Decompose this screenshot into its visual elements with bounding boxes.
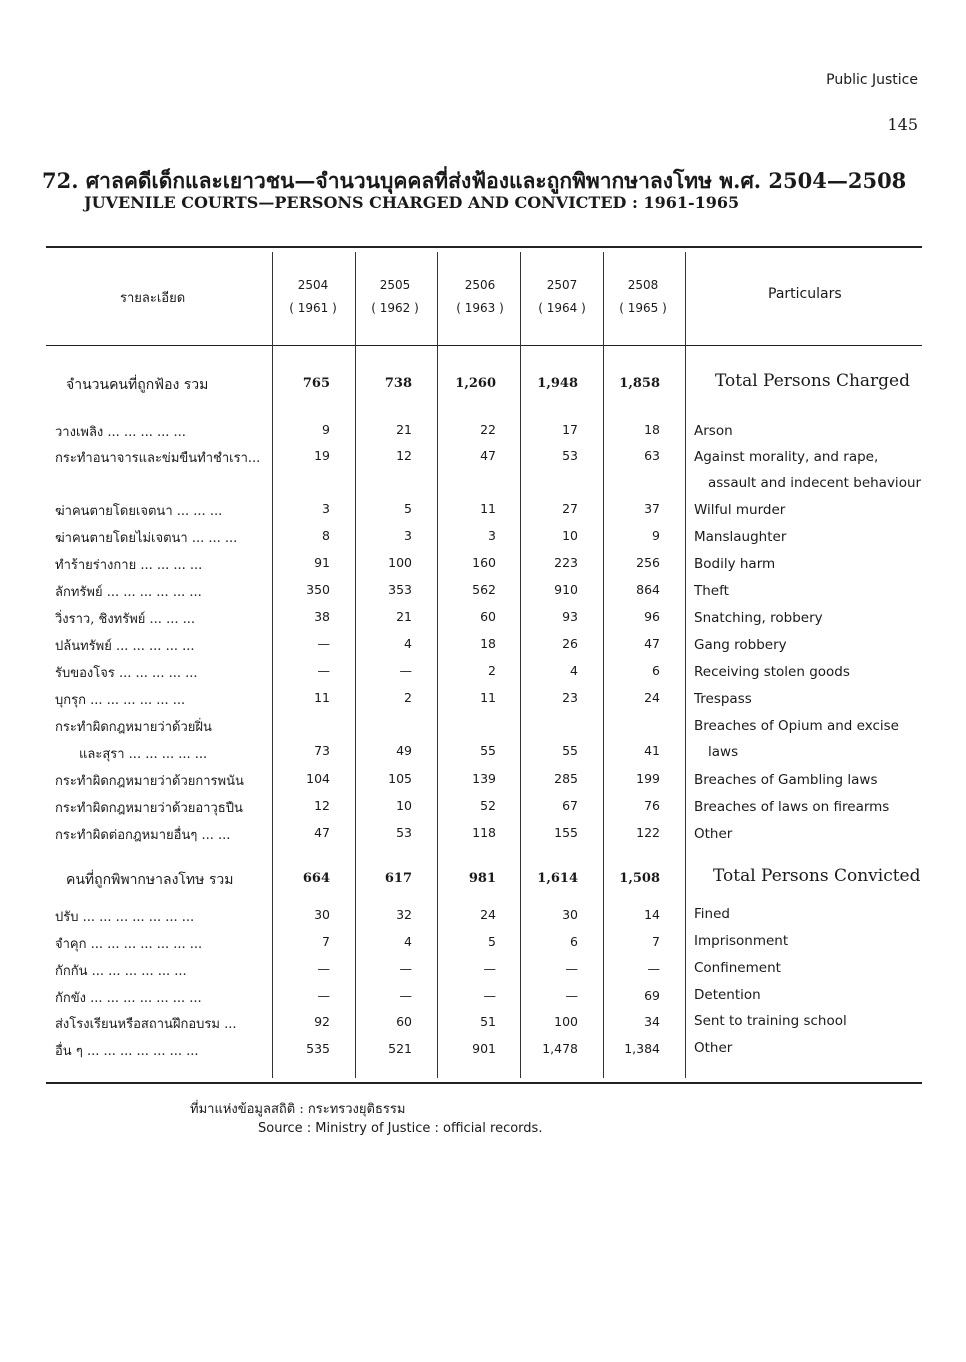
table-cell-value: 7 [322, 934, 330, 949]
table-cell-value: — [317, 988, 330, 1003]
row-label-english: Fined [694, 906, 730, 922]
table-cell-value: 4 [404, 934, 412, 949]
table-cell-value: 155 [554, 825, 578, 840]
table-cell-value: — [399, 663, 412, 678]
row-label-thai: ส่งโรงเรียนหรือสถานฝึกอบรม ... [55, 1017, 237, 1032]
table-cell-value: 24 [644, 690, 660, 705]
row-label-english: Wilful murder [694, 502, 786, 518]
row-label-english: Against morality, and rape, [694, 449, 879, 465]
row-label-english: Total Persons Charged [715, 371, 911, 391]
row-label-english: Confinement [694, 960, 781, 976]
row-label-thai: กักกัน ... ... ... ... ... ... [55, 964, 187, 979]
row-label-english-cont: assault and indecent behaviour [708, 475, 922, 491]
table-cell-value: 8 [322, 528, 330, 543]
table-cell-value: — [565, 961, 578, 976]
page-number: 145 [887, 115, 918, 134]
table-cell-value: 32 [396, 907, 412, 922]
header-rule [46, 345, 922, 346]
table-cell-value: 4 [570, 663, 578, 678]
row-label-thai: ปรับ ... ... ... ... ... ... ... [55, 910, 195, 925]
table-cell-value: 9 [322, 422, 330, 437]
row-label-english: Breaches of Opium and excise [694, 718, 899, 734]
table-cell-value: 7 [652, 934, 660, 949]
table-cell-value: 104 [306, 771, 330, 786]
table-cell-value: 76 [644, 798, 660, 813]
table-cell-value: 9 [652, 528, 660, 543]
source-english: Source : Ministry of Justice : official records. [258, 1121, 543, 1136]
table-cell-value: 53 [562, 448, 578, 463]
section-header: Public Justice [826, 72, 918, 88]
row-label-thai: วิ่งราว, ชิงทรัพย์ ... ... ... [55, 612, 195, 627]
row-label-thai: บุกรุก ... ... ... ... ... ... [55, 693, 186, 708]
table-cell-value: 901 [472, 1041, 496, 1056]
col-header-year-ce: ( 1964 ) [538, 301, 586, 315]
table-cell-value: 122 [636, 825, 660, 840]
table-cell-value: 118 [472, 825, 496, 840]
table-cell-value: 6 [570, 934, 578, 949]
col-header-year-be: 2508 [627, 278, 659, 292]
table-cell-value: 4 [404, 636, 412, 651]
row-label-english: Other [694, 826, 733, 842]
table-cell-value: 981 [468, 871, 496, 886]
table-cell-value: 521 [388, 1041, 412, 1056]
table-cell-value: — [483, 988, 496, 1003]
table-cell-value: — [399, 961, 412, 976]
row-label-thai-cont: และสุรา ... ... ... ... ... [79, 747, 208, 762]
table-cell-value: 55 [480, 743, 496, 758]
row-label-thai: วางเพลิง ... ... ... ... ... [55, 425, 186, 440]
table-cell-value: 864 [636, 582, 660, 597]
source-thai: ที่มาแห่งข้อมูลสถิติ : กระทรวงยุติธรรม [190, 1102, 406, 1117]
table-cell-value: 21 [396, 609, 412, 624]
row-label-english: Detention [694, 987, 761, 1003]
row-label-english: Bodily harm [694, 556, 776, 572]
table-cell-value: 11 [480, 501, 496, 516]
table-cell-value: — [317, 961, 330, 976]
table-cell-value: 30 [314, 907, 330, 922]
col-header-year-ce: ( 1961 ) [289, 301, 337, 315]
table-cell-value: 51 [480, 1014, 496, 1029]
table-cell-value: 12 [396, 448, 412, 463]
top-rule [46, 246, 922, 248]
table-cell-value: 100 [388, 555, 412, 570]
row-label-thai: กระทำผิดกฎหมายว่าด้วยอาวุธปืน [55, 801, 243, 816]
table-cell-value: 3 [322, 501, 330, 516]
row-label-thai: อื่น ๆ ... ... ... ... ... ... ... [55, 1044, 199, 1059]
table-cell-value: 38 [314, 609, 330, 624]
row-label-thai: จำนวนคนที่ถูกฟ้อง รวม [66, 377, 209, 393]
table-cell-value: 10 [562, 528, 578, 543]
col-header-year-ce: ( 1962 ) [371, 301, 419, 315]
table-cell-value: 5 [404, 501, 412, 516]
table-cell-value: 55 [562, 743, 578, 758]
table-cell-value: — [317, 636, 330, 651]
row-label-thai: คนที่ถูกพิพากษาลงโทษ รวม [66, 872, 234, 888]
table-cell-value: 60 [396, 1014, 412, 1029]
col-header-year-be: 2506 [464, 278, 496, 292]
row-label-thai: ปล้นทรัพย์ ... ... ... ... ... [55, 639, 195, 654]
table-cell-value: 18 [644, 422, 660, 437]
row-label-thai: ลักทรัพย์ ... ... ... ... ... ... [55, 585, 202, 600]
row-label-english-cont: laws [708, 744, 739, 760]
table-cell-value: 27 [562, 501, 578, 516]
row-label-english: Total Persons Convicted [713, 866, 921, 886]
table-cell-value: 14 [644, 907, 660, 922]
table-cell-value: 49 [396, 743, 412, 758]
table-cell-value: 60 [480, 609, 496, 624]
table-cell-value: 52 [480, 798, 496, 813]
row-label-english: Breaches of Gambling laws [694, 772, 878, 788]
col-header-english: Particulars [768, 286, 842, 302]
table-cell-value: 47 [644, 636, 660, 651]
row-label-english: Sent to training school [694, 1013, 847, 1029]
bottom-rule [46, 1082, 922, 1084]
row-label-english: Gang robbery [694, 637, 787, 653]
col-header-year-be: 2505 [379, 278, 411, 292]
col-header-year-ce: ( 1963 ) [456, 301, 504, 315]
row-label-thai: กระทำผิดกฎหมายว่าด้วยการพนัน [55, 774, 244, 789]
row-label-thai: รับของโจร ... ... ... ... ... [55, 666, 198, 681]
row-label-english: Manslaughter [694, 529, 787, 545]
table-cell-value: 34 [644, 1014, 660, 1029]
table-cell-value: 910 [554, 582, 578, 597]
table-cell-value: 1,384 [624, 1041, 660, 1056]
table-cell-value: 47 [480, 448, 496, 463]
table-cell-value: 664 [302, 871, 330, 886]
table-cell-value: 22 [480, 422, 496, 437]
col-header-year-ce: ( 1965 ) [619, 301, 667, 315]
table-cell-value: 5 [488, 934, 496, 949]
column-divider [685, 252, 686, 1078]
table-cell-value: 93 [562, 609, 578, 624]
table-cell-value: 23 [562, 690, 578, 705]
table-cell-value: 350 [306, 582, 330, 597]
table-cell-value: 96 [644, 609, 660, 624]
table-cell-value: 6 [652, 663, 660, 678]
row-label-english: Breaches of laws on firearms [694, 799, 890, 815]
table-cell-value: 1,614 [537, 871, 578, 886]
row-label-english: Arson [694, 423, 733, 439]
table-cell-value: — [317, 663, 330, 678]
row-label-thai: กระทำผิดกฎหมายว่าด้วยฝิ่น [55, 720, 212, 735]
table-cell-value: 3 [404, 528, 412, 543]
row-label-thai: กระทำอนาจารและข่มขืนทำชำเรา... [55, 451, 261, 466]
table-cell-value: 47 [314, 825, 330, 840]
table-cell-value: 30 [562, 907, 578, 922]
table-cell-value: 1,478 [542, 1041, 578, 1056]
table-cell-value: 2 [404, 690, 412, 705]
table-cell-value: 617 [384, 871, 412, 886]
col-header-year-be: 2507 [546, 278, 578, 292]
table-title-thai: 72. ศาลคดีเด็กและเยาวชน—จำนวนบุคคลที่ส่งฟ้องและถูกพิพากษาลงโทษ พ.ศ. 2504—2508 [42, 168, 907, 193]
table-cell-value: 256 [636, 555, 660, 570]
table-cell-value: 11 [480, 690, 496, 705]
table-cell-value: 1,948 [537, 376, 578, 391]
table-cell-value: 91 [314, 555, 330, 570]
table-cell-value: 24 [480, 907, 496, 922]
table-cell-value: 1,858 [619, 376, 660, 391]
table-cell-value: 3 [488, 528, 496, 543]
table-cell-value: 765 [302, 376, 330, 391]
table-cell-value: 12 [314, 798, 330, 813]
row-label-thai: ฆ่าคนตายโดยไม่เจตนา ... ... ... [55, 531, 238, 546]
table-cell-value: 199 [636, 771, 660, 786]
table-cell-value: 2 [488, 663, 496, 678]
row-label-english: Theft [694, 583, 729, 599]
table-cell-value: 37 [644, 501, 660, 516]
table-cell-value: 160 [472, 555, 496, 570]
table-cell-value: 223 [554, 555, 578, 570]
table-cell-value: 73 [314, 743, 330, 758]
row-label-thai: ทำร้ายร่างกาย ... ... ... ... [55, 558, 203, 573]
table-cell-value: 353 [388, 582, 412, 597]
table-cell-value: 285 [554, 771, 578, 786]
row-label-thai: กักขัง ... ... ... ... ... ... ... [55, 991, 202, 1006]
table-cell-value: 21 [396, 422, 412, 437]
table-cell-value: 562 [472, 582, 496, 597]
table-cell-value: 738 [384, 376, 412, 391]
table-cell-value: 11 [314, 690, 330, 705]
table-cell-value: — [647, 961, 660, 976]
table-cell-value: 535 [306, 1041, 330, 1056]
table-cell-value: 18 [480, 636, 496, 651]
row-label-thai: ฆ่าคนตายโดยเจตนา ... ... ... [55, 504, 223, 519]
table-cell-value: 139 [472, 771, 496, 786]
table-cell-value: 105 [388, 771, 412, 786]
table-cell-value: — [483, 961, 496, 976]
table-cell-value: 63 [644, 448, 660, 463]
col-header-thai: รายละเอียด [120, 291, 186, 306]
table-cell-value: 67 [562, 798, 578, 813]
table-cell-value: 19 [314, 448, 330, 463]
table-cell-value: — [399, 988, 412, 1003]
table-cell-value: 41 [644, 743, 660, 758]
table-cell-value: 17 [562, 422, 578, 437]
table-cell-value: 69 [644, 988, 660, 1003]
row-label-english: Snatching, robbery [694, 610, 823, 626]
row-label-english: Imprisonment [694, 933, 789, 949]
table-title-english: JUVENILE COURTS—PERSONS CHARGED AND CONVICTED : 1961-1965 [84, 193, 740, 212]
row-label-english: Receiving stolen goods [694, 664, 850, 680]
table-cell-value: 100 [554, 1014, 578, 1029]
table-cell-value: 1,260 [455, 376, 496, 391]
table-cell-value: 53 [396, 825, 412, 840]
table-cell-value: 26 [562, 636, 578, 651]
row-label-thai: กระทำผิดต่อกฎหมายอื่นๆ ... ... [55, 828, 231, 843]
row-label-english: Other [694, 1040, 733, 1056]
row-label-english: Trespass [694, 691, 752, 707]
table-cell-value: — [565, 988, 578, 1003]
row-label-thai: จำคุก ... ... ... ... ... ... ... [55, 937, 203, 952]
col-header-year-be: 2504 [297, 278, 329, 292]
table-cell-value: 1,508 [619, 871, 660, 886]
table-cell-value: 92 [314, 1014, 330, 1029]
table-cell-value: 10 [396, 798, 412, 813]
